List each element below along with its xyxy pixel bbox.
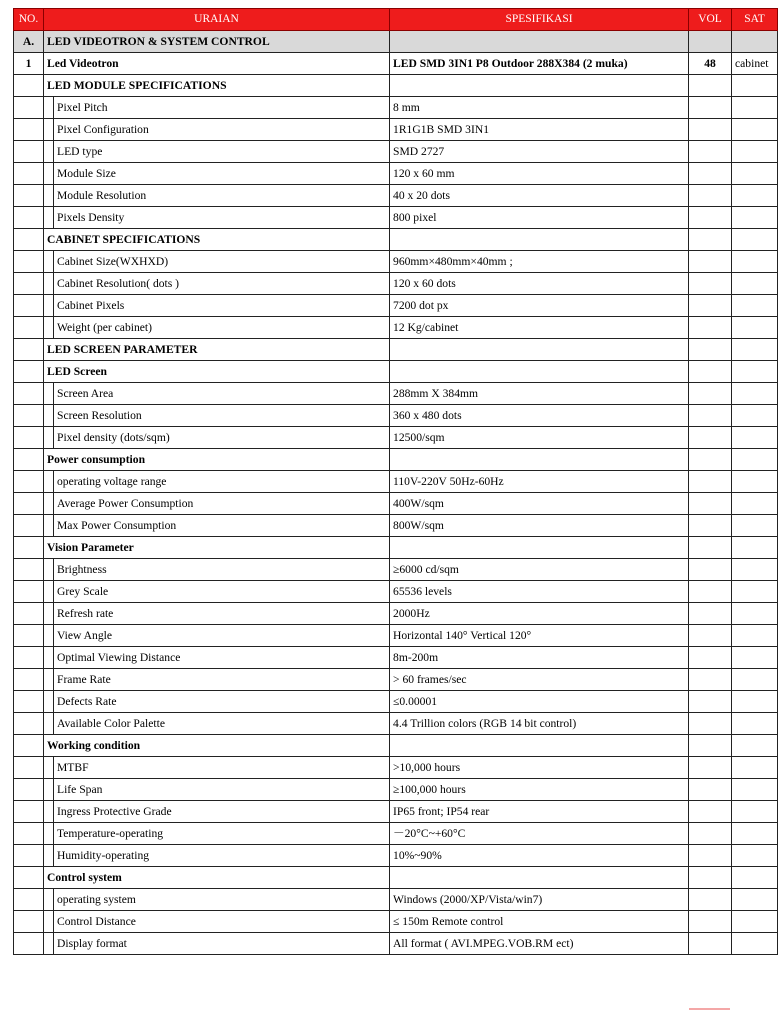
spec-table (13, 8, 778, 955)
sat-cell[interactable] (732, 163, 778, 185)
spec-label: operating system (54, 889, 390, 911)
spec-row (14, 471, 778, 493)
sat-cell[interactable] (732, 383, 778, 405)
vol-cell[interactable] (689, 317, 732, 339)
vol-cell[interactable] (689, 515, 732, 537)
spec-row (14, 801, 778, 823)
spec-row (14, 823, 778, 845)
sat-cell[interactable] (732, 757, 778, 779)
spec-value: 400W/sqm (390, 493, 689, 515)
spec-value: 288mm X 384mm (390, 383, 689, 405)
spec-label: Cabinet Size(WXHXD) (54, 251, 390, 273)
sat-cell[interactable] (732, 427, 778, 449)
sat-cell[interactable] (732, 559, 778, 581)
vol-cell[interactable] (689, 97, 732, 119)
vol-cell[interactable] (689, 845, 732, 867)
item-row (14, 53, 778, 75)
sat-cell[interactable] (732, 471, 778, 493)
sat-cell[interactable] (732, 691, 778, 713)
vol-cell[interactable] (689, 691, 732, 713)
sat-cell[interactable] (732, 581, 778, 603)
spec-label: Cabinet Resolution( dots ) (54, 273, 390, 295)
section-header-row (14, 735, 778, 757)
section-title: Control system (44, 867, 390, 889)
spec-label: LED type (54, 141, 390, 163)
spec-row (14, 141, 778, 163)
section-header-row (14, 537, 778, 559)
sat-cell[interactable] (732, 141, 778, 163)
sat-cell[interactable] (732, 779, 778, 801)
item-volume-cell[interactable]: 48 (689, 53, 732, 75)
spec-row (14, 251, 778, 273)
vol-cell[interactable] (689, 163, 732, 185)
spec-row (14, 603, 778, 625)
vol-cell[interactable] (689, 669, 732, 691)
vol-cell[interactable] (689, 295, 732, 317)
spec-row (14, 757, 778, 779)
vol-cell[interactable] (689, 207, 732, 229)
spec-value: 120 x 60 dots (390, 273, 689, 295)
spec-label: Pixel Configuration (54, 119, 390, 141)
vol-cell[interactable] (689, 603, 732, 625)
spec-row (14, 493, 778, 515)
spec-label: Humidity-operating (54, 845, 390, 867)
spec-row (14, 515, 778, 537)
spec-label: Ingress Protective Grade (54, 801, 390, 823)
sat-cell[interactable] (732, 251, 778, 273)
sat-cell[interactable] (732, 97, 778, 119)
spec-value: 65536 levels (390, 581, 689, 603)
sat-cell[interactable] (732, 889, 778, 911)
item-no: 1 (14, 53, 44, 75)
spec-value: 12500/sqm (390, 427, 689, 449)
sat-cell[interactable] (732, 119, 778, 141)
section-title: CABINET SPECIFICATIONS (44, 229, 390, 251)
vol-cell[interactable] (689, 647, 732, 669)
item-spec: LED SMD 3IN1 P8 Outdoor 288X384 (2 muka) (390, 53, 689, 75)
spec-value: －20°C~+60°C (390, 823, 689, 845)
section-header-row (14, 339, 778, 361)
spec-value: All format ( AVI.MPEG.VOB.RM ect) (390, 933, 689, 955)
spec-row (14, 273, 778, 295)
spec-label: Optimal Viewing Distance (54, 647, 390, 669)
vol-cell[interactable] (689, 625, 732, 647)
spec-value: 7200 dot px (390, 295, 689, 317)
vol-cell[interactable] (689, 801, 732, 823)
header-row (14, 9, 778, 31)
sat-cell[interactable] (732, 801, 778, 823)
header-no: NO. (14, 9, 44, 31)
cell-selection-mark (689, 1008, 730, 1010)
spec-label: Brightness (54, 559, 390, 581)
spec-value: 2000Hz (390, 603, 689, 625)
spec-row (14, 581, 778, 603)
spec-label: Defects Rate (54, 691, 390, 713)
sat-cell[interactable] (732, 405, 778, 427)
vol-cell[interactable] (689, 933, 732, 955)
sat-cell[interactable] (732, 493, 778, 515)
spec-row (14, 647, 778, 669)
spec-label: Module Resolution (54, 185, 390, 207)
spec-value: 960mm×480mm×40mm ; (390, 251, 689, 273)
spec-row (14, 933, 778, 955)
sat-cell[interactable] (732, 669, 778, 691)
vol-cell[interactable] (689, 119, 732, 141)
spec-label: Available Color Palette (54, 713, 390, 735)
item-unit: cabinet (732, 53, 778, 75)
vol-cell[interactable] (689, 185, 732, 207)
category-row (14, 31, 778, 53)
spec-value: Windows (2000/XP/Vista/win7) (390, 889, 689, 911)
spec-row (14, 317, 778, 339)
spec-row (14, 713, 778, 735)
item-name: Led Videotron (44, 53, 390, 75)
spec-row (14, 889, 778, 911)
spec-label: Pixel Pitch (54, 97, 390, 119)
vol-cell[interactable] (689, 493, 732, 515)
spec-value: 12 Kg/cabinet (390, 317, 689, 339)
vol-cell[interactable] (689, 273, 732, 295)
spec-value: ≥6000 cd/sqm (390, 559, 689, 581)
section-title: Vision Parameter (44, 537, 390, 559)
spec-row (14, 207, 778, 229)
spec-row (14, 405, 778, 427)
sat-cell[interactable] (732, 207, 778, 229)
vol-cell[interactable] (689, 141, 732, 163)
spec-label: View Angle (54, 625, 390, 647)
vol-cell[interactable] (689, 251, 732, 273)
vol-cell[interactable] (689, 383, 732, 405)
sat-cell[interactable] (732, 273, 778, 295)
spec-value: SMD 2727 (390, 141, 689, 163)
section-header-row (14, 449, 778, 471)
sat-cell[interactable] (732, 933, 778, 955)
spec-label: Weight (per cabinet) (54, 317, 390, 339)
vol-cell[interactable] (689, 581, 732, 603)
spec-value: >10,000 hours (390, 757, 689, 779)
sat-cell[interactable] (732, 823, 778, 845)
category-no: A. (14, 31, 44, 53)
spec-value: Horizontal 140° Vertical 120° (390, 625, 689, 647)
spec-label: Average Power Consumption (54, 493, 390, 515)
sat-cell[interactable] (732, 295, 778, 317)
spec-row (14, 185, 778, 207)
sat-cell[interactable] (732, 647, 778, 669)
vol-cell[interactable] (689, 889, 732, 911)
vol-cell[interactable] (689, 757, 732, 779)
header-uraian: URAIAN (44, 9, 390, 31)
spec-label: MTBF (54, 757, 390, 779)
spec-value: 4.4 Trillion colors (RGB 14 bit control) (390, 713, 689, 735)
spec-label: operating voltage range (54, 471, 390, 493)
spec-row (14, 427, 778, 449)
spec-row (14, 119, 778, 141)
vol-cell[interactable] (689, 823, 732, 845)
section-header-row (14, 229, 778, 251)
spec-value: IP65 front; IP54 rear (390, 801, 689, 823)
spec-label: Temperature-operating (54, 823, 390, 845)
spec-label: Screen Area (54, 383, 390, 405)
category-title: LED VIDEOTRON & SYSTEM CONTROL (44, 31, 390, 53)
section-title: LED Screen (44, 361, 390, 383)
section-title: LED SCREEN PARAMETER (44, 339, 390, 361)
section-title: LED MODULE SPECIFICATIONS (44, 75, 390, 97)
spec-label: Module Size (54, 163, 390, 185)
spec-label: Cabinet Pixels (54, 295, 390, 317)
section-header-row (14, 361, 778, 383)
spec-row (14, 845, 778, 867)
sat-cell[interactable] (732, 625, 778, 647)
spec-value: 360 x 480 dots (390, 405, 689, 427)
spec-row (14, 97, 778, 119)
spec-label: Screen Resolution (54, 405, 390, 427)
vol-cell[interactable] (689, 911, 732, 933)
spec-row (14, 669, 778, 691)
sat-cell[interactable] (732, 603, 778, 625)
spec-value: 8 mm (390, 97, 689, 119)
header-sat: SAT (732, 9, 778, 31)
section-title: Working condition (44, 735, 390, 757)
vol-cell[interactable] (689, 779, 732, 801)
spec-label: Pixel density (dots/sqm) (54, 427, 390, 449)
spec-value: 800 pixel (390, 207, 689, 229)
spec-value: 110V-220V 50Hz-60Hz (390, 471, 689, 493)
spec-label: Grey Scale (54, 581, 390, 603)
spec-value: 8m-200m (390, 647, 689, 669)
sat-cell[interactable] (732, 185, 778, 207)
vol-cell[interactable] (689, 471, 732, 493)
vol-cell[interactable] (689, 713, 732, 735)
header-vol: VOL (689, 9, 732, 31)
spec-label: Display format (54, 933, 390, 955)
spec-value: 800W/sqm (390, 515, 689, 537)
sat-cell[interactable] (732, 317, 778, 339)
section-header-row (14, 867, 778, 889)
spec-value: ≤ 150m Remote control (390, 911, 689, 933)
spec-label: Refresh rate (54, 603, 390, 625)
spec-row (14, 163, 778, 185)
vol-cell[interactable] (689, 405, 732, 427)
spec-row (14, 691, 778, 713)
sat-cell[interactable] (732, 515, 778, 537)
spec-value: ≥100,000 hours (390, 779, 689, 801)
spec-label: Life Span (54, 779, 390, 801)
spec-value: 10%~90% (390, 845, 689, 867)
spec-row (14, 559, 778, 581)
spec-value: 1R1G1B SMD 3IN1 (390, 119, 689, 141)
spec-row (14, 383, 778, 405)
spec-row (14, 295, 778, 317)
spec-value: 40 x 20 dots (390, 185, 689, 207)
sat-cell[interactable] (732, 911, 778, 933)
header-spesifikasi: SPESIFIKASI (390, 9, 689, 31)
spec-label: Control Distance (54, 911, 390, 933)
sat-cell[interactable] (732, 845, 778, 867)
section-title: Power consumption (44, 449, 390, 471)
spec-value: ≤0.00001 (390, 691, 689, 713)
spec-value: > 60 frames/sec (390, 669, 689, 691)
spec-row (14, 779, 778, 801)
spec-label: Pixels Density (54, 207, 390, 229)
vol-cell[interactable] (689, 559, 732, 581)
spec-row (14, 911, 778, 933)
spec-value: 120 x 60 mm (390, 163, 689, 185)
spec-row (14, 625, 778, 647)
section-header-row (14, 75, 778, 97)
vol-cell[interactable] (689, 427, 732, 449)
spec-label: Max Power Consumption (54, 515, 390, 537)
sat-cell[interactable] (732, 713, 778, 735)
spec-label: Frame Rate (54, 669, 390, 691)
